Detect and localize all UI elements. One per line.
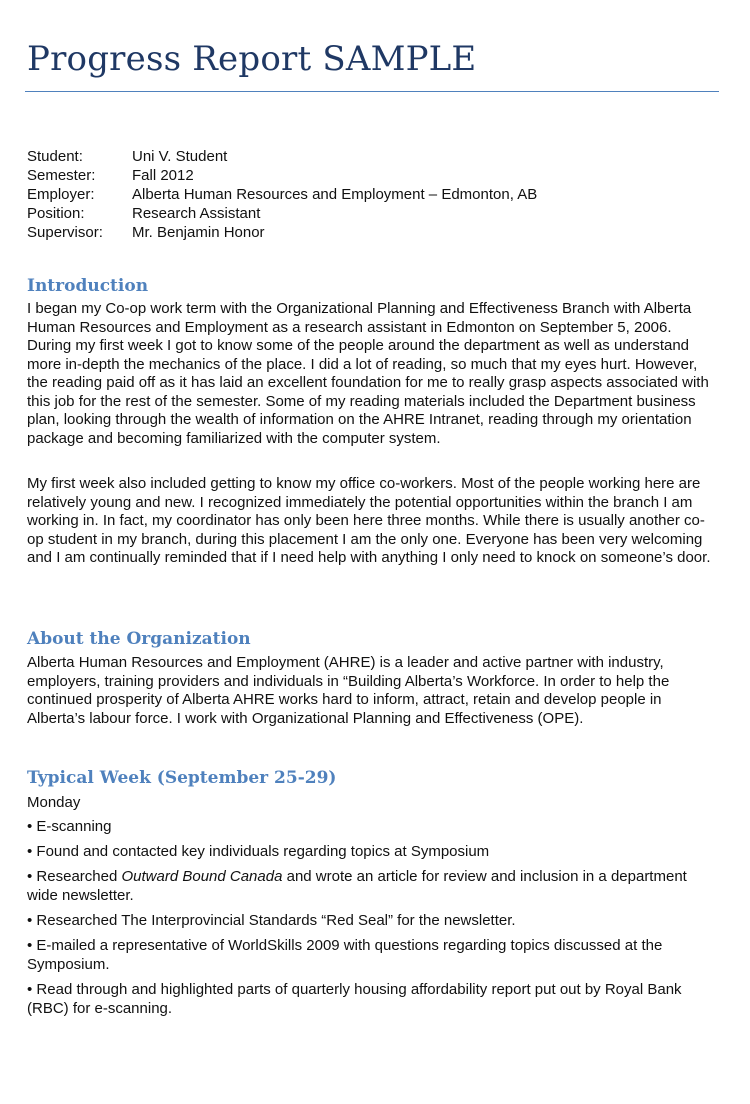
list-item-text: Researched The Interprovincial Standards “Red Seal” for the newsletter. <box>36 912 516 929</box>
info-value: Research Assistant <box>132 205 261 222</box>
list-item-text: Read through and highlighted parts of quarterly housing affordability report put out by Royal Bank (RBC) for e-scanning. <box>27 981 682 1017</box>
info-row-position <box>27 204 537 223</box>
info-row-student <box>27 147 537 166</box>
bullet: • <box>27 937 37 954</box>
list-item-text: E-mailed a representative of WorldSkills 2009 with questions regarding topics discussed at the Symposium. <box>27 937 663 973</box>
typical-week-heading: Typical Week (September 25-29) <box>27 768 337 788</box>
page-title: Progress Report SAMPLE <box>27 39 477 79</box>
info-label: Employer: <box>27 186 95 203</box>
bullet: • <box>27 912 37 929</box>
info-value: Fall 2012 <box>132 167 194 184</box>
typical-week-list <box>27 793 717 1024</box>
list-item-text: Found and contacted key individuals regarding topics at Symposium <box>36 843 490 860</box>
list-item-text: Researched <box>36 868 122 885</box>
organization-heading: About the Organization <box>27 629 251 649</box>
bullet: • <box>27 843 37 860</box>
bullet: • <box>27 981 37 998</box>
list-item <box>27 911 717 930</box>
introduction-paragraph-2: My first week also included getting to know my office co-workers. Most of the people working here are relatively young and new. I recognized immediately the potential opportunities within the branch I am working in. In fact, my coordinator has only been here three months. While there is usually another co-op student in my branch, during this placement I am the only one. Everyone has been very welcoming and I am continually reminded that if I need help with anything I only need to knock on someone’s door. <box>27 475 711 566</box>
info-value: Alberta Human Resources and Employment – Edmonton, AB <box>132 186 538 203</box>
list-item-text: and wrote an article for review and inclusion in a department wide newsletter. <box>27 868 687 904</box>
info-value: Uni V. Student <box>132 148 228 165</box>
introduction-heading: Introduction <box>27 276 149 296</box>
info-label: Supervisor: <box>27 224 103 241</box>
info-label: Position: <box>27 205 85 222</box>
list-item-emphasis: Outward Bound Canada <box>121 868 283 885</box>
info-row-employer <box>27 185 537 204</box>
list-item <box>27 817 717 836</box>
introduction-paragraph-1: I began my Co-op work term with the Organizational Planning and Effectiveness Branch with Alberta Human Resources and Employment as a research assistant in Edmonton on September 5, 2006. During my first week I got to know some of the people around the department as well as understand more in-depth the mechanics of the place. I did a lot of reading, so much that my eyes hurt. However, the reading paid off as it has laid an excellent foundation for me to really grasp aspects associated with this job for the rest of the semester. Some of my reading materials included the Department business plan, looking through the wealth of information on the AHRE Intranet, reading through my orientation package and becoming familiarized with the computer system. <box>27 300 709 447</box>
list-item-text: E-scanning <box>36 818 112 835</box>
list-item <box>27 867 717 905</box>
bullet: • <box>27 818 37 835</box>
info-label: Semester: <box>27 167 96 184</box>
info-value: Mr. Benjamin Honor <box>132 224 265 241</box>
title-divider <box>25 91 719 92</box>
organization-paragraph: Alberta Human Resources and Employment (AHRE) is a leader and active partner with industry, employers, training providers and individuals in “Building Alberta’s Workforce. In order to help the continued prosperity of Alberta AHRE works hard to inform, attract, retain and develop people in Alberta’s labour force. I work with Organizational Planning and Effectiveness (OPE). <box>27 654 670 727</box>
info-label: Student: <box>27 148 83 165</box>
list-item <box>27 936 717 974</box>
info-row-supervisor <box>27 223 537 242</box>
list-item <box>27 842 717 861</box>
list-item <box>27 980 717 1018</box>
bullet: • <box>27 868 37 885</box>
info-row-semester <box>27 166 537 185</box>
student-info-table <box>27 147 537 242</box>
day-label: Monday <box>27 794 81 811</box>
